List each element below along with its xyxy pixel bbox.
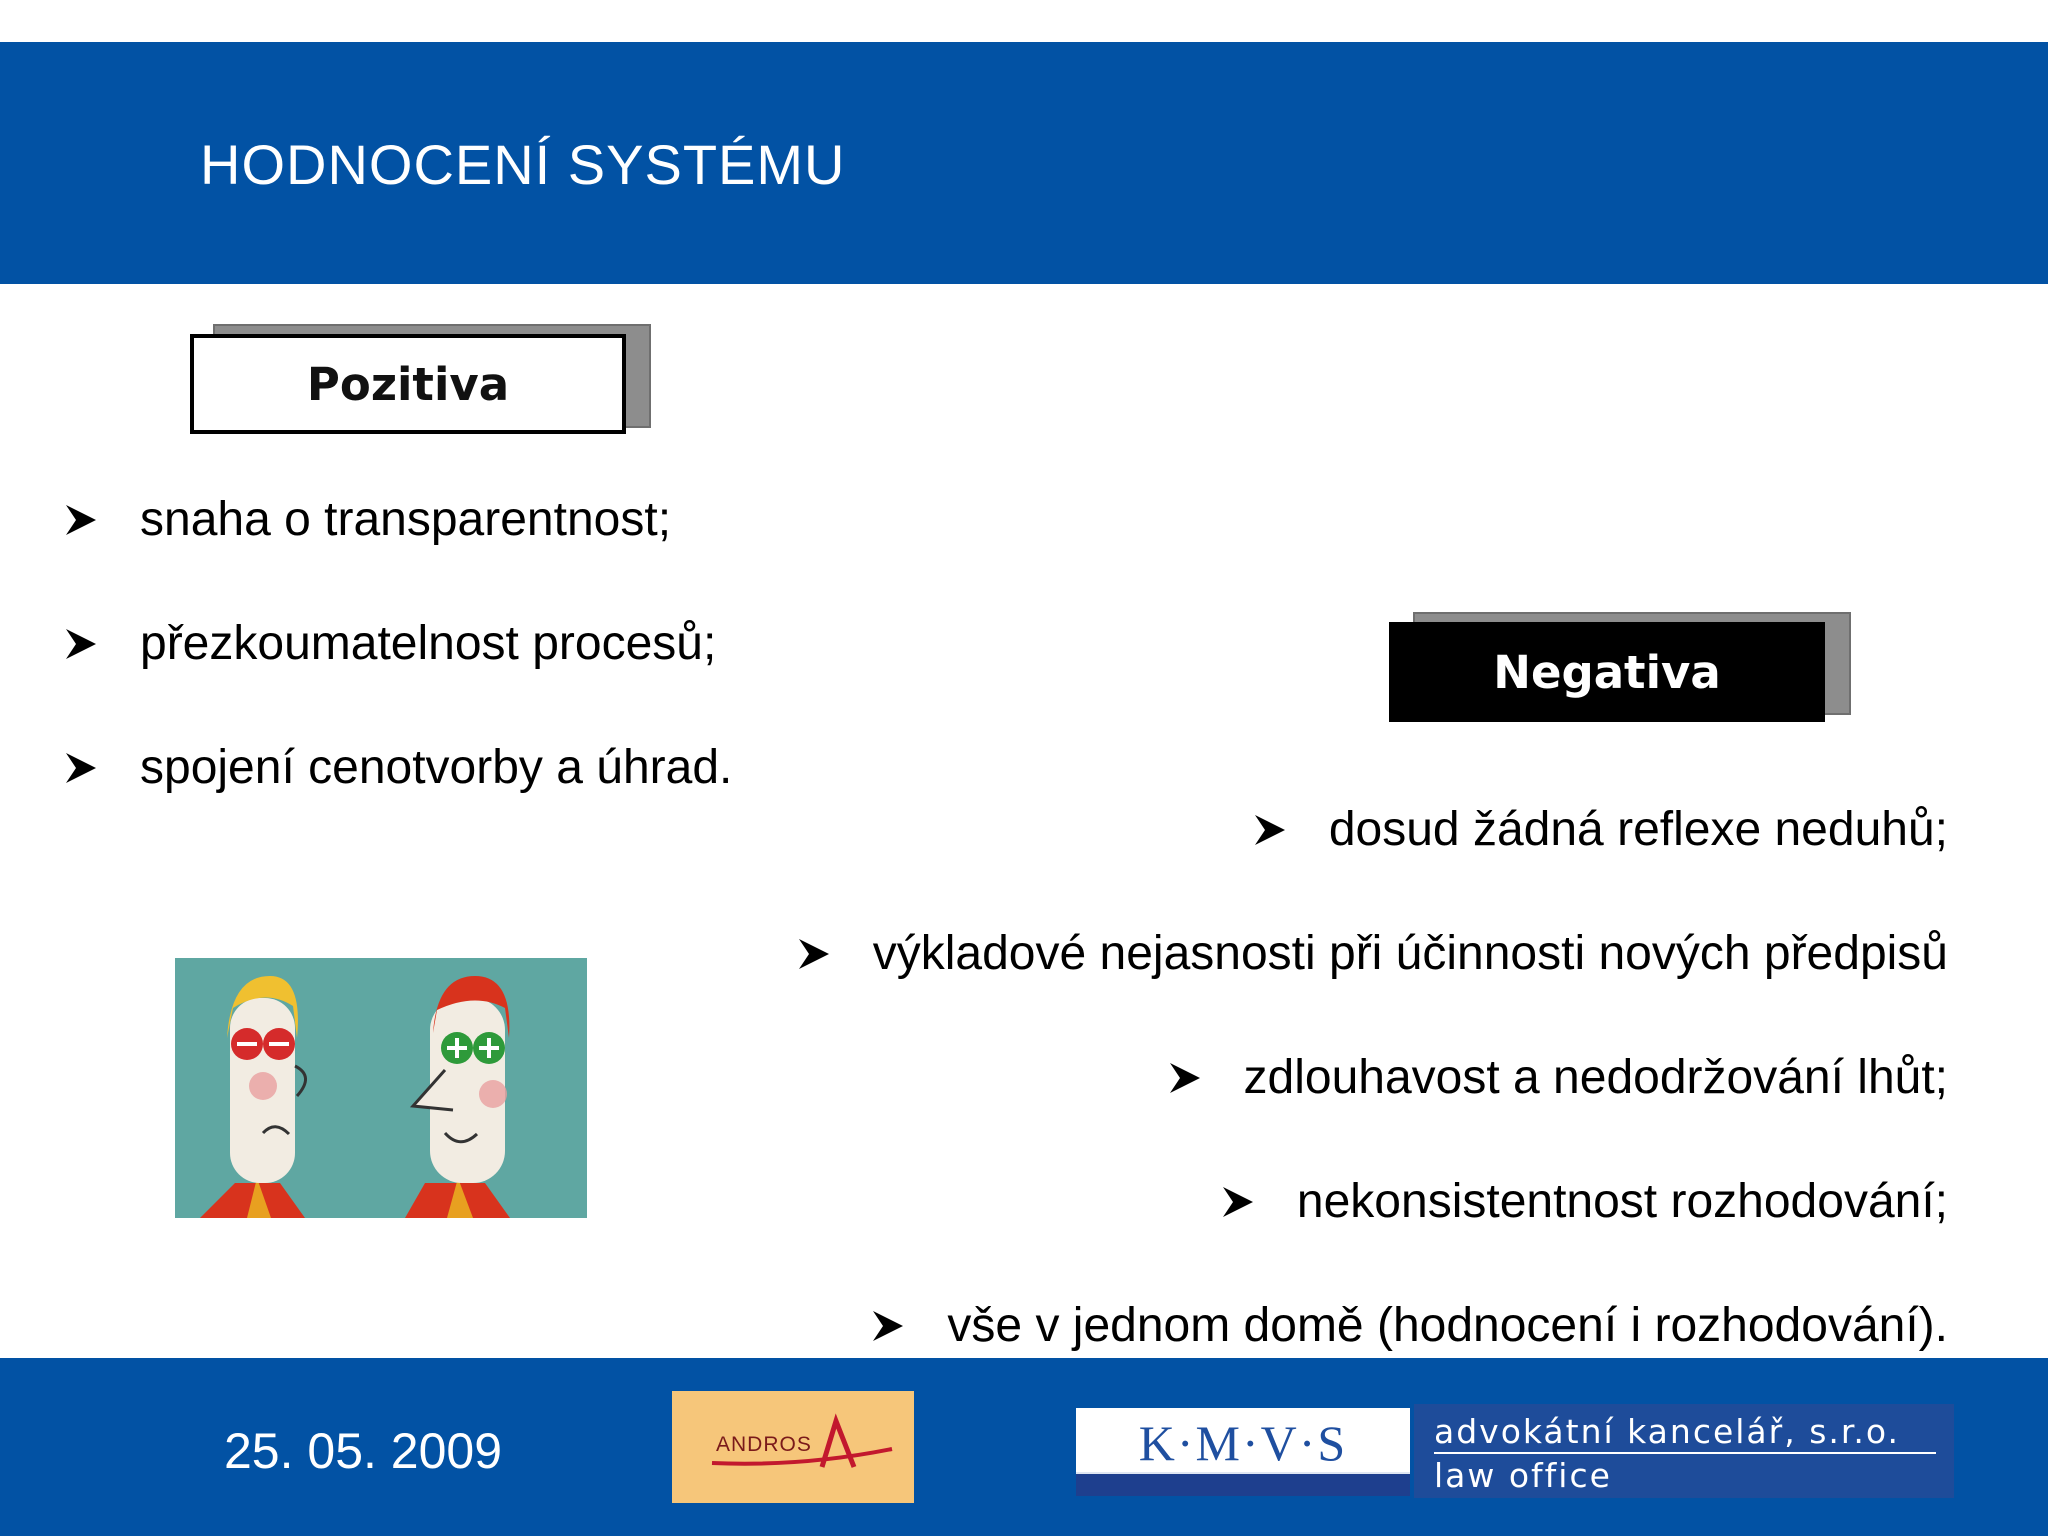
positive-item [64, 740, 732, 795]
arrow-bullet-icon [1221, 1185, 1255, 1219]
kmvs-logo-bar [1076, 1472, 1410, 1496]
andros-logo [672, 1391, 914, 1503]
firm-name-box [1414, 1404, 1954, 1498]
slide-title: HODNOCENÍ SYSTÉMU [200, 133, 846, 196]
kmvs-logo-text: K·M·V·S [1138, 1415, 1348, 1471]
positive-item-text: snaha o transparentnost; [140, 493, 672, 546]
negative-item [1253, 802, 1948, 857]
positive-item-text: přezkoumatelnost procesů; [140, 617, 717, 670]
arrow-bullet-icon [64, 503, 98, 537]
negatives-label: Negativa [1389, 622, 1825, 722]
firm-subtitle: law office [1434, 1456, 1612, 1495]
firm-divider [1434, 1452, 1936, 1454]
negative-item [871, 1298, 1948, 1353]
arrow-bullet-icon [1168, 1061, 1202, 1095]
andros-a-mark-icon [672, 1391, 914, 1503]
positives-label: Pozitiva [190, 334, 626, 434]
negative-item [797, 926, 1948, 981]
negative-item-text: výkladové nejasnosti při účinnosti nových předpisů [872, 927, 1948, 980]
positive-item [64, 616, 716, 671]
negative-item-text: zdlouhavost a nedodržování lhůt; [1243, 1051, 1948, 1104]
arrow-bullet-icon [1253, 813, 1287, 847]
positive-item-text: spojení cenotvorby a úhrad. [140, 741, 733, 794]
footer-date: 25. 05. 2009 [224, 1423, 503, 1479]
firm-name: advokátní kancelář, s.r.o. [1434, 1412, 1901, 1451]
arrow-bullet-icon [797, 937, 831, 971]
arrow-bullet-icon [64, 751, 98, 785]
arrow-bullet-icon [871, 1309, 905, 1343]
negative-item-text: dosud žádná reflexe neduhů; [1328, 803, 1948, 856]
negative-item [1221, 1174, 1948, 1229]
negative-item [1168, 1050, 1948, 1105]
andros-logo-text: ANDROS [716, 1433, 812, 1456]
arrow-bullet-icon [64, 627, 98, 661]
positive-item [64, 492, 671, 547]
two-faces-illustration [175, 958, 587, 1218]
negative-item-text: nekonsistentnost rozhodování; [1296, 1175, 1948, 1228]
negative-item-text: vše v jednom domě (hodnocení i rozhodování). [947, 1299, 1948, 1352]
